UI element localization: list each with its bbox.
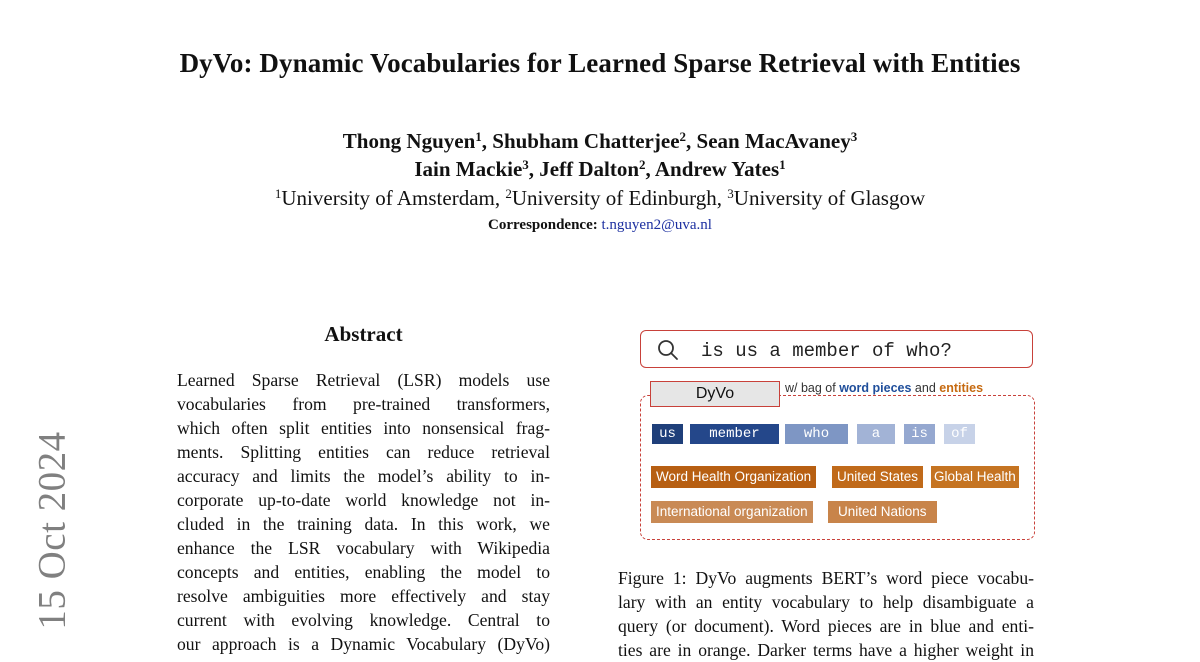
abstract-heading: Abstract: [324, 322, 403, 346]
caption-line: lary with an entity vocabulary to help disambiguate a: [618, 592, 1034, 612]
arxiv-side-stamp: [24, 425, 80, 635]
abstract-line: vocabularies from pre-trained transformers,: [177, 394, 550, 414]
dyvo-label-box: DyVo: [650, 381, 780, 407]
word-piece-token: who: [785, 424, 848, 444]
author-name: Jeff Dalton: [539, 157, 640, 181]
bag-of-terms-note: w/ bag of word pieces and entities: [785, 381, 984, 395]
abstract-line: ments. Splitting entities can reduce retrieval: [177, 442, 550, 462]
entities-label: entities: [939, 381, 984, 395]
abstract-line: which often split entities into nonsensical frag-: [177, 418, 550, 438]
correspondence-email-link[interactable]: t.nguyen2@uva.nl: [601, 217, 712, 233]
figure-query-text: is us a member of who?: [701, 340, 952, 362]
word-piece-token: a: [857, 424, 895, 444]
abstract-line: corporate up-to-date world knowledge not in-: [177, 490, 550, 510]
abstract-line: cluded in the training data. In this work, we: [177, 514, 550, 534]
author-name: Sean MacAvaney: [696, 129, 851, 153]
word-pieces-label: word pieces: [839, 381, 912, 395]
entity-token: Word Health Organization: [651, 466, 816, 488]
entity-token: United Nations: [828, 501, 937, 523]
word-piece-token: us: [652, 424, 683, 444]
abstract-line: current with evolving knowledge. Central to: [177, 610, 550, 630]
figure-search-box: [640, 330, 1033, 368]
author-name: Andrew Yates: [654, 157, 780, 181]
affiliation: University of Amsterdam: [281, 186, 495, 210]
caption-line: query (or document). Word pieces are in blue and enti-: [618, 616, 1034, 636]
affiliation: University of Edinburgh: [511, 186, 717, 210]
entity-token: Global Health: [931, 466, 1019, 488]
word-piece-token: member: [690, 424, 779, 444]
entity-token: International organization: [651, 501, 813, 523]
caption-line: ties are in orange. Darker terms have a higher weight in: [618, 640, 1034, 660]
search-icon: [657, 339, 679, 361]
affiliation: University of Glasgow: [733, 186, 926, 210]
abstract-line: concepts and entities, enabling the model to: [177, 562, 550, 582]
author-name: Shubham Chatterjee: [492, 129, 680, 153]
abstract-line: Learned Sparse Retrieval (LSR) models use: [177, 370, 550, 390]
word-piece-token: is: [904, 424, 935, 444]
abstract-line: our approach is a Dynamic Vocabulary (DyVo): [177, 634, 550, 654]
author-name: Iain Mackie: [414, 157, 523, 181]
word-piece-token: of: [944, 424, 975, 444]
abstract-body: [177, 368, 550, 656]
entity-token: United States: [832, 466, 923, 488]
author-list: [0, 127, 1200, 183]
author-line-2: Iain Mackie$^3$, Jeff Dalton$^2$, Andrew Yates$^1$: [414, 157, 786, 181]
affiliations: $^1$University of Amsterdam, $^2$University of Edinburgh, $^3$University of Glasgow: [274, 186, 926, 210]
caption-line: Figure 1: DyVo augments BERT’s word piece vocabu-: [618, 568, 1034, 588]
arxiv-date: 15 Oct 2024: [30, 430, 74, 630]
abstract-line: accuracy and limits the model’s ability to in-: [177, 466, 550, 486]
abstract-line: resolve ambiguities more effectively and stay: [177, 586, 550, 606]
abstract-line: enhance the LSR vocabulary with Wikipedia: [177, 538, 550, 558]
author-line-1: Thong Nguyen$^1$, Shubham Chatterjee$^2$, Sean MacAvaney$^3$: [342, 129, 858, 153]
author-name: Thong Nguyen: [342, 129, 476, 153]
correspondence: [0, 217, 1200, 234]
paper-title: DyVo: Dynamic Vocabularies for Learned Sparse Retrieval with Entities: [179, 48, 1021, 78]
correspondence-label: Correspondence:: [488, 217, 598, 233]
